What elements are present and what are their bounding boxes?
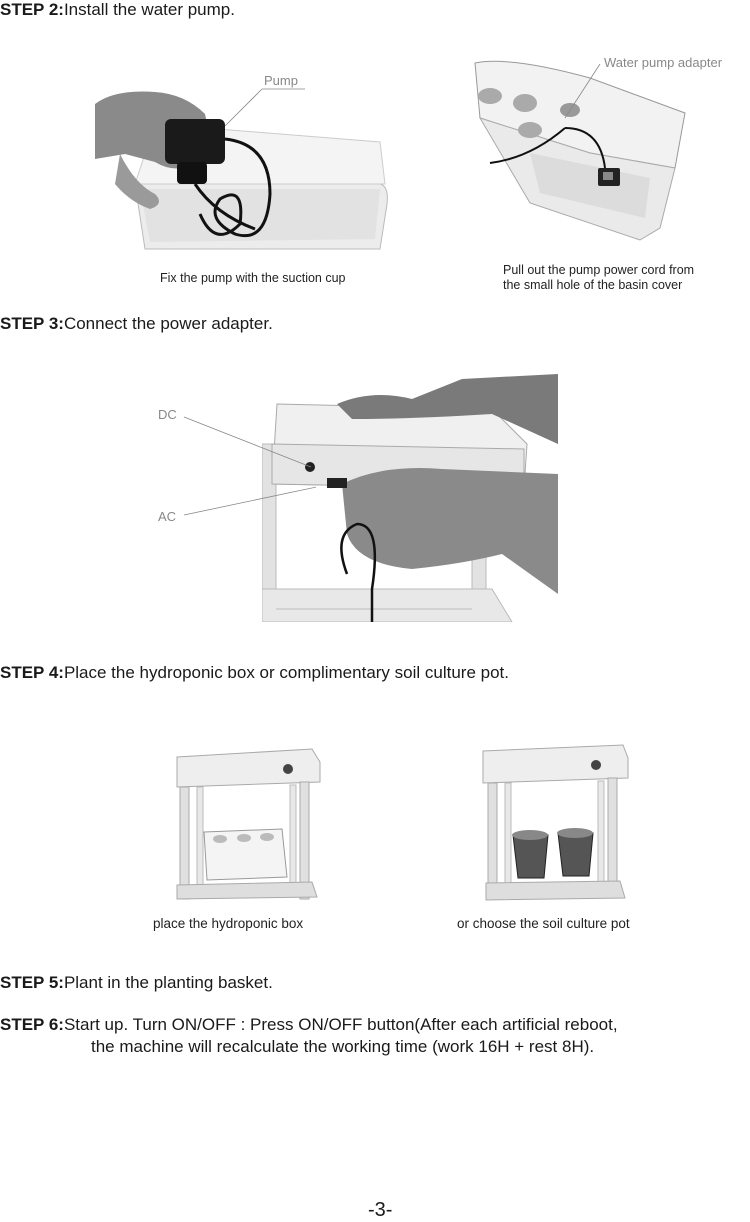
step-2-text: Install the water pump.: [63, 0, 235, 19]
step-5-heading: [0, 973, 273, 993]
soil-caption: or choose the soil culture pot: [457, 916, 630, 931]
ac-callout: AC: [158, 509, 177, 524]
step-5-label: STEP 5:: [0, 973, 64, 992]
page-number: -3-: [368, 1199, 393, 1221]
step-6-label: STEP 6:: [0, 1015, 64, 1034]
dc-callout: DC: [158, 407, 177, 422]
adapter-caption-line1: Pull out the pump power cord from: [503, 263, 695, 277]
power-callout-lines: [176, 405, 316, 520]
soil-pot-photo: [478, 743, 630, 903]
hydroponic-box-photo: [172, 747, 322, 902]
step-6-line2: the machine will recalculate the working time (work 16H + rest 8H).: [91, 1037, 595, 1056]
step-3-label: STEP 3:: [0, 314, 64, 333]
step-5-text: Plant in the planting basket.: [63, 973, 273, 992]
step-3-heading: [0, 314, 273, 334]
step-3-text: Connect the power adapter.: [63, 314, 273, 333]
step-6-line1: Start up. Turn ON/OFF : Press ON/OFF button(After each artificial reboot,: [63, 1015, 618, 1034]
step-4-text: Place the hydroponic box or complimentary soil culture pot.: [63, 663, 509, 682]
pump-callout: Pump: [264, 73, 298, 88]
adapter-caption-line2: the small hole of the basin cover: [503, 278, 683, 292]
hydroponic-caption: place the hydroponic box: [153, 916, 304, 931]
adapter-callout: Water pump adapter: [604, 55, 723, 70]
adapter-photo: [470, 58, 690, 243]
pump-photo: [95, 84, 390, 254]
step-4-label: STEP 4:: [0, 663, 64, 682]
step-4-heading: [0, 663, 509, 683]
adapter-caption: [503, 263, 694, 293]
step-2-label: STEP 2:: [0, 0, 64, 19]
step-6-heading: [0, 1015, 618, 1035]
pump-caption: Fix the pump with the suction cup: [160, 271, 346, 285]
step-2-heading: [0, 0, 235, 20]
